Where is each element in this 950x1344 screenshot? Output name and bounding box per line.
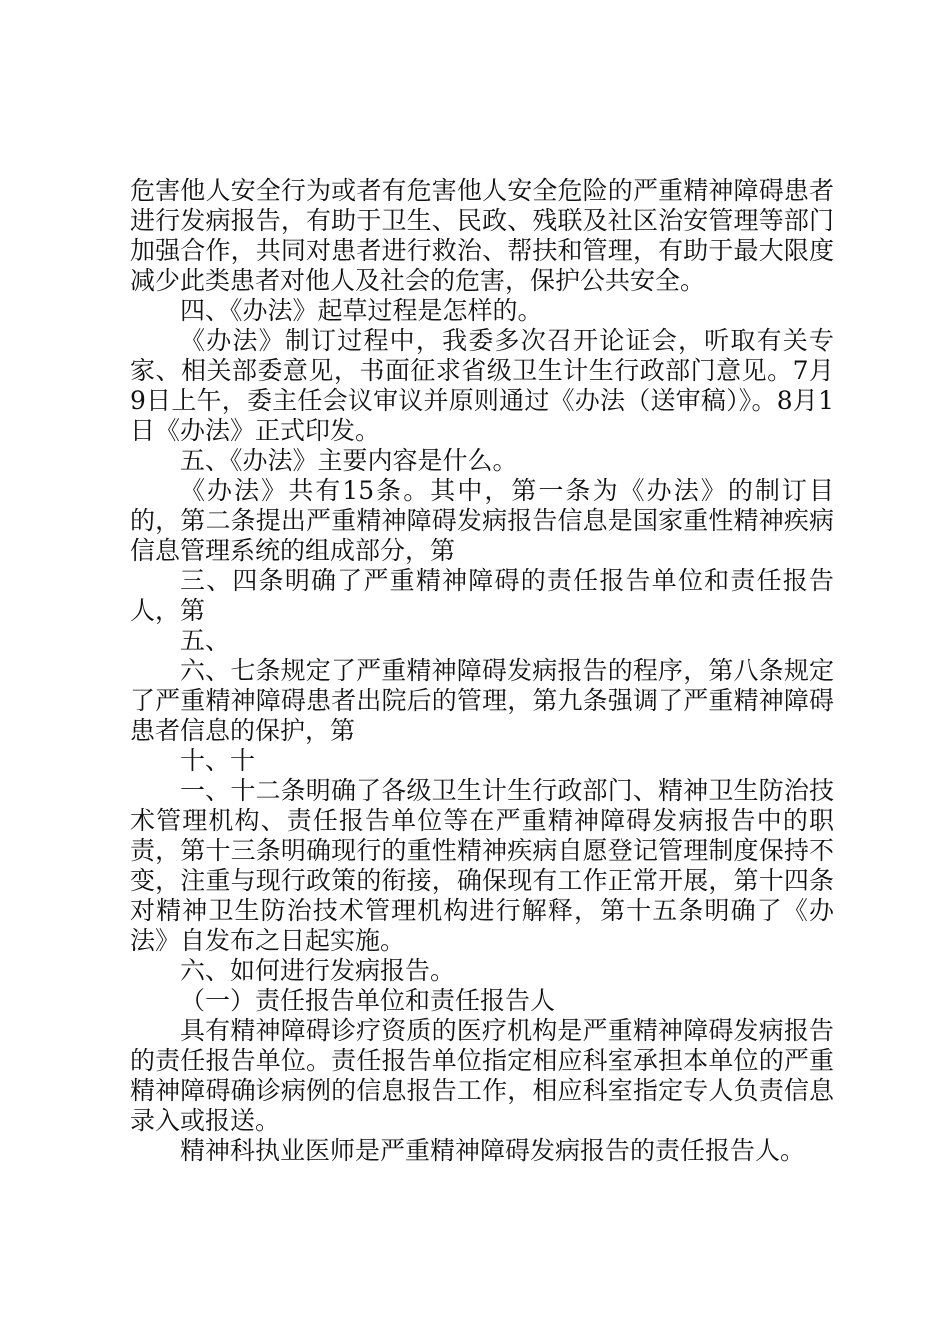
heading-section-5: 五、《办法》主要内容是什么。 — [180, 446, 518, 475]
paragraph-13: 具有精神障碍诊疗资质的医疗机构是严重精神障碍发病报告的责任报告单位。责任报告单位指定相应科室承担本单位的严重精神障碍确诊病例的信息报告工作，相应科室指定专人负责信息录入或报送。 — [130, 1016, 834, 1135]
paragraph-8: 六、七条规定了严重精神障碍发病报告的程序，第八条规定了严重精神障碍患者出院后的管理，第九条强调了严重精神障碍患者信息的保护，第 — [130, 656, 834, 745]
heading-section-6: 六、如何进行发病报告。 — [180, 956, 456, 985]
paragraph-7: 五、 — [180, 626, 231, 655]
heading-section-4: 四、《办法》起草过程是怎样的。 — [180, 296, 543, 325]
paragraph-14: 精神科执业医师是严重精神障碍发病报告的责任报告人。 — [180, 1136, 806, 1165]
paragraph-3: 《办法》制订过程中，我委多次召开论证会，听取有关专家、相关部委意见，书面征求省级卫生计生行政部门意见。7月9日上午，委主任会议审议并原则通过《办法（送审稿）》。8月1日《办法》正式印发。 — [130, 326, 834, 445]
paragraph-6: 三、四条明确了严重精神障碍的责任报告单位和责任报告人，第 — [130, 566, 834, 625]
paragraph-5: 《办法》共有15条。其中，第一条为《办法》的制订目的，第二条提出严重精神障碍发病报告信息是国家重性精神疾病信息管理系统的组成部分，第 — [130, 476, 834, 565]
paragraph-9: 十、十 — [180, 746, 256, 775]
subheading-1: （一）责任报告单位和责任报告人 — [180, 986, 556, 1015]
document-body — [130, 176, 834, 1166]
paragraph-10: 一、十二条明确了各级卫生计生行政部门、精神卫生防治技术管理机构、责任报告单位等在严重精神障碍发病报告中的职责，第十三条明确现行的重性精神疾病自愿登记管理制度保持不变，注重与现行政策的衔接，确保现有工作正常开展，第十四条对精神卫生防治技术管理机构进行解释，第十五条明确了《办法》自发布之日起实施。 — [130, 776, 834, 955]
paragraph-1: 危害他人安全行为或者有危害他人安全危险的严重精神障碍患者进行发病报告，有助于卫生、民政、残联及社区治安管理等部门加强合作，共同对患者进行救治、帮扶和管理，有助于最大限度减少此类患者对他人及社会的危害，保护公共安全。 — [130, 176, 834, 295]
